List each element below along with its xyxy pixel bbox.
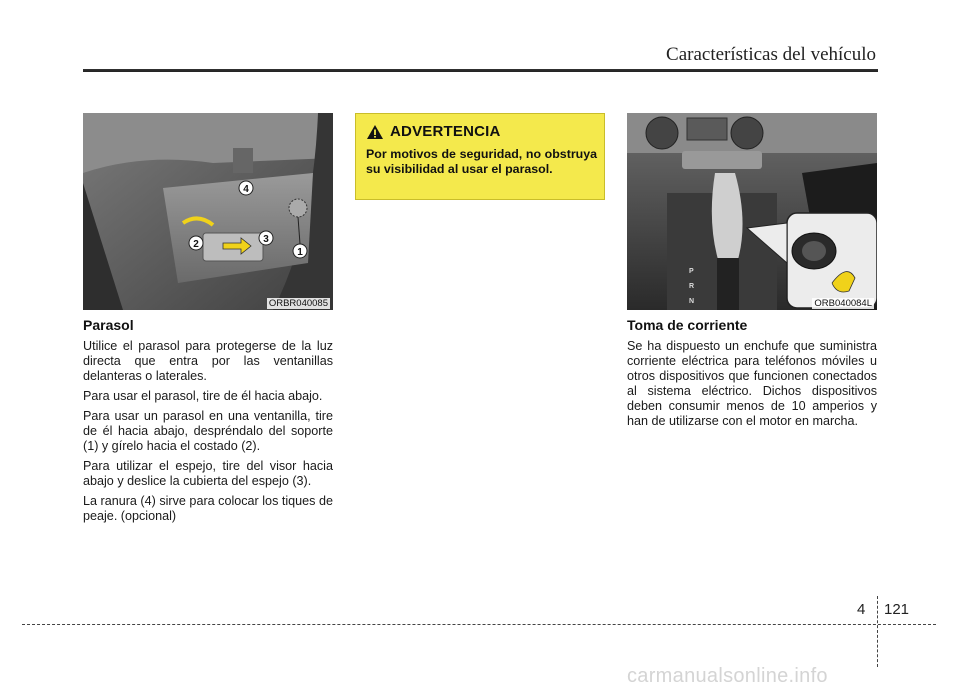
footer-rule <box>22 624 936 625</box>
warning-title: ADVERTENCIA <box>390 123 501 140</box>
gear-label-n: N <box>689 298 695 305</box>
parasol-paragraph: Para utilizar el espejo, tire del visor hacia abajo y deslice la cubierta del espejo (3). <box>83 459 333 488</box>
page-number: 121 <box>884 601 910 618</box>
callout-3: 3 <box>263 234 269 245</box>
footer-divider <box>877 596 878 667</box>
gear-label-p: P <box>689 268 694 275</box>
callout-2: 2 <box>193 239 199 250</box>
parasol-title: Parasol <box>83 317 134 333</box>
power-outlet-title: Toma de corriente <box>627 317 748 333</box>
power-outlet-illustration <box>627 113 877 310</box>
photo-code-left: ORBR040085 <box>268 298 328 309</box>
callout-4: 4 <box>243 184 249 195</box>
warning-text: Por motivos de seguridad, no obstruya su visibilidad al usar el parasol. <box>366 147 597 176</box>
parasol-body <box>83 339 333 529</box>
sun-visor-photo <box>83 113 333 310</box>
header-rule <box>83 69 878 72</box>
power-outlet-body <box>627 339 877 434</box>
sun-visor-illustration <box>83 113 333 310</box>
callout-1: 1 <box>297 247 303 258</box>
power-outlet-paragraph: Se ha dispuesto un enchufe que suministra corriente eléctrica para teléfonos móviles u otros dispositivos que funcionen conectados al sistema eléctrico. Dichos dispositivos deben consumir menos de 10 amperios y han de utilizarse con el motor en marcha. <box>627 339 877 428</box>
parasol-paragraph: Utilice el parasol para protegerse de la luz directa que entra por las ventanillas delanteras o laterales. <box>83 339 333 383</box>
warning-header <box>366 123 501 140</box>
parasol-paragraph: La ranura (4) sirve para colocar los tiques de peaje. (opcional) <box>83 494 333 523</box>
parasol-paragraph: Para usar un parasol en una ventanilla, tire de él hacia abajo, despréndalo del soporte (1) y gírelo hacia el costado (2). <box>83 409 333 453</box>
warning-box <box>355 113 605 200</box>
parasol-paragraph: Para usar el parasol, tire de él hacia abajo. <box>83 389 323 403</box>
watermark: carmanualsonline.info <box>627 665 828 687</box>
power-outlet-photo <box>627 113 877 310</box>
photo-code-right: ORB040084L <box>814 298 872 309</box>
chapter-number: 4 <box>857 601 866 618</box>
section-header-title: Características del vehículo <box>666 44 876 65</box>
warning-triangle-icon <box>366 124 384 140</box>
gear-label-r: R <box>689 283 695 290</box>
